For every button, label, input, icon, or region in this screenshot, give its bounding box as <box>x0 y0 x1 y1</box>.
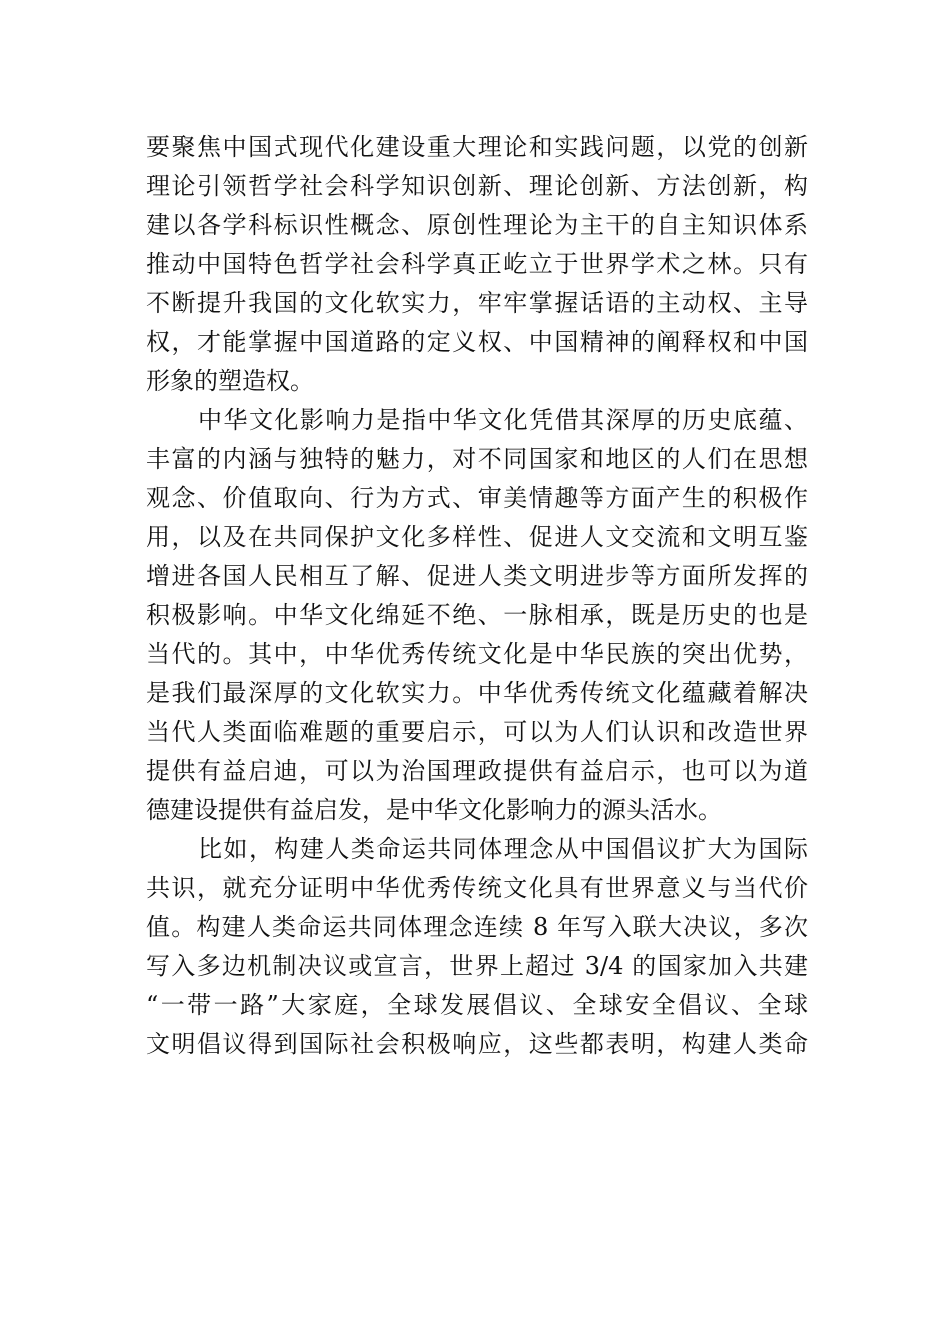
text-line: 权，才能掌握中国道路的定义权、中国精神的阐释权和中国 <box>146 328 808 356</box>
text-line: 文明倡议得到国际社会积极响应，这些都表明，构建人类命 <box>146 1030 808 1058</box>
text-line: 要聚焦中国式现代化建设重大理论和实践问题，以党的创新 <box>146 133 808 161</box>
paragraph <box>146 128 808 401</box>
text-line: 写入多边机制决议或宣言，世界上超过 3/4 的国家加入共建 <box>146 952 808 980</box>
text-line: 德建设提供有益启发，是中华文化影响力的源头活水。 <box>146 796 722 824</box>
text-line: 不断提升我国的文化软实力，牢牢掌握话语的主动权、主导 <box>146 289 808 317</box>
text-line: 是我们最深厚的文化软实力。中华优秀传统文化蕴藏着解决 <box>146 679 808 707</box>
text-line: 推动中国特色哲学社会科学真正屹立于世界学术之林。只有 <box>146 250 808 278</box>
text-line: 当代的。其中，中华优秀传统文化是中华民族的突出优势， <box>146 640 808 668</box>
text-line: 用，以及在共同保护文化多样性、促进人文交流和文明互鉴 <box>146 523 808 551</box>
paragraph <box>146 830 808 1064</box>
text-line: 提供有益启迪，可以为治国理政提供有益启示，也可以为道 <box>146 757 808 785</box>
document-body <box>146 128 808 1064</box>
text-line: 理论引领哲学社会科学知识创新、理论创新、方法创新，构 <box>146 172 808 200</box>
text-line: 比如，构建人类命运共同体理念从中国倡议扩大为国际 <box>198 835 808 863</box>
text-line: 值。构建人类命运共同体理念连续 8 年写入联大决议，多次 <box>146 913 808 941</box>
text-line: 丰富的内涵与独特的魅力，对不同国家和地区的人们在思想 <box>146 445 808 473</box>
text-line: 共识，就充分证明中华优秀传统文化具有世界意义与当代价 <box>146 874 808 902</box>
text-line: 形象的塑造权。 <box>146 367 314 395</box>
text-line: “一带一路”大家庭，全球发展倡议、全球安全倡议、全球 <box>146 991 808 1019</box>
text-line: 观念、价值取向、行为方式、审美情趣等方面产生的积极作 <box>146 484 808 512</box>
text-line: 建以各学科标识性概念、原创性理论为主干的自主知识体系 <box>146 211 808 239</box>
text-line: 中华文化影响力是指中华文化凭借其深厚的历史底蕴、 <box>198 406 808 434</box>
text-line: 积极影响。中华文化绵延不绝、一脉相承，既是历史的也是 <box>146 601 808 629</box>
paragraph <box>146 401 808 830</box>
text-line: 当代人类面临难题的重要启示，可以为人们认识和改造世界 <box>146 718 808 746</box>
text-line: 增进各国人民相互了解、促进人类文明进步等方面所发挥的 <box>146 562 808 590</box>
